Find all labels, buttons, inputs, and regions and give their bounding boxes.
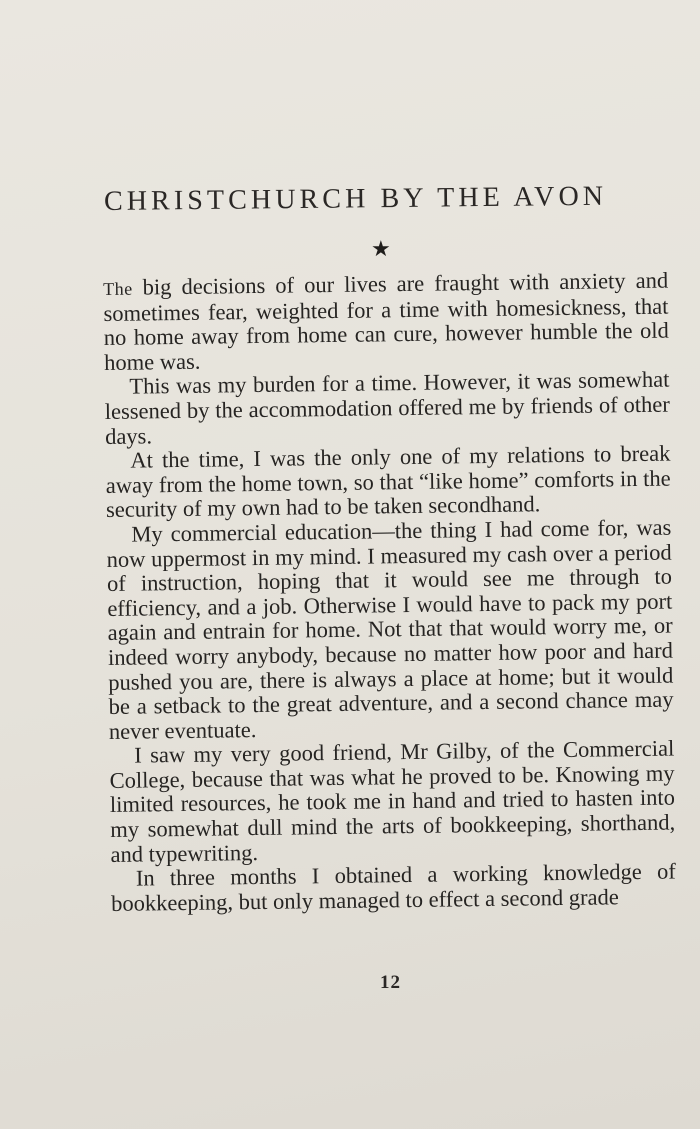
star-ornament-icon: ★ <box>371 236 391 261</box>
body-text <box>103 269 676 917</box>
paragraph-2: This was my burden for a time. However, it was somewhat lessened by the accommodation offered me by friends of other days. <box>104 366 670 449</box>
paragraph-6: In three months I obtained a working knowledge of bookkeeping, but only managed to effect a second grade <box>111 858 677 916</box>
small-caps-opening: The <box>103 278 133 299</box>
paragraph-3: At the time, I was the only one of my relations to break away from the home town, so that “like home” comforts in the security of my own had to be taken secondhand. <box>105 440 671 523</box>
paragraph-1 <box>103 269 669 376</box>
paragraph-5: I saw my very good friend, Mr Gilby, of the Commercial College, because that was what he proved to be. Knowing my limited resources, he took me in hand and tried to hasten into my somewhat dull mind the arts of bookkeeping, shorthand, and typewriting. <box>109 735 676 867</box>
page-number: 12 <box>380 972 401 993</box>
chapter-title: CHRISTCHURCH BY THE AVON <box>103 180 608 217</box>
paragraph-4: My commercial education—the thing I had come for, was now uppermost in my mind. I measured my cash over a period of instruction, hoping that it would see me through to efficiency, and a job. Otherwise I would have to pack my port again and entrain for home. Not that that would worry me, or indeed worry anybody, because no matter how poor and hard pushed you are, there is always a place at home; but it would be a setback to the great adventure, and a second chance may never eventuate. <box>106 514 674 744</box>
paragraph-1-text: big decisions of our lives are fraught with anxiety and sometimes fear, weighted for a time with homesickness, that no home away from home can cure, however humble the old home was. <box>103 267 669 375</box>
